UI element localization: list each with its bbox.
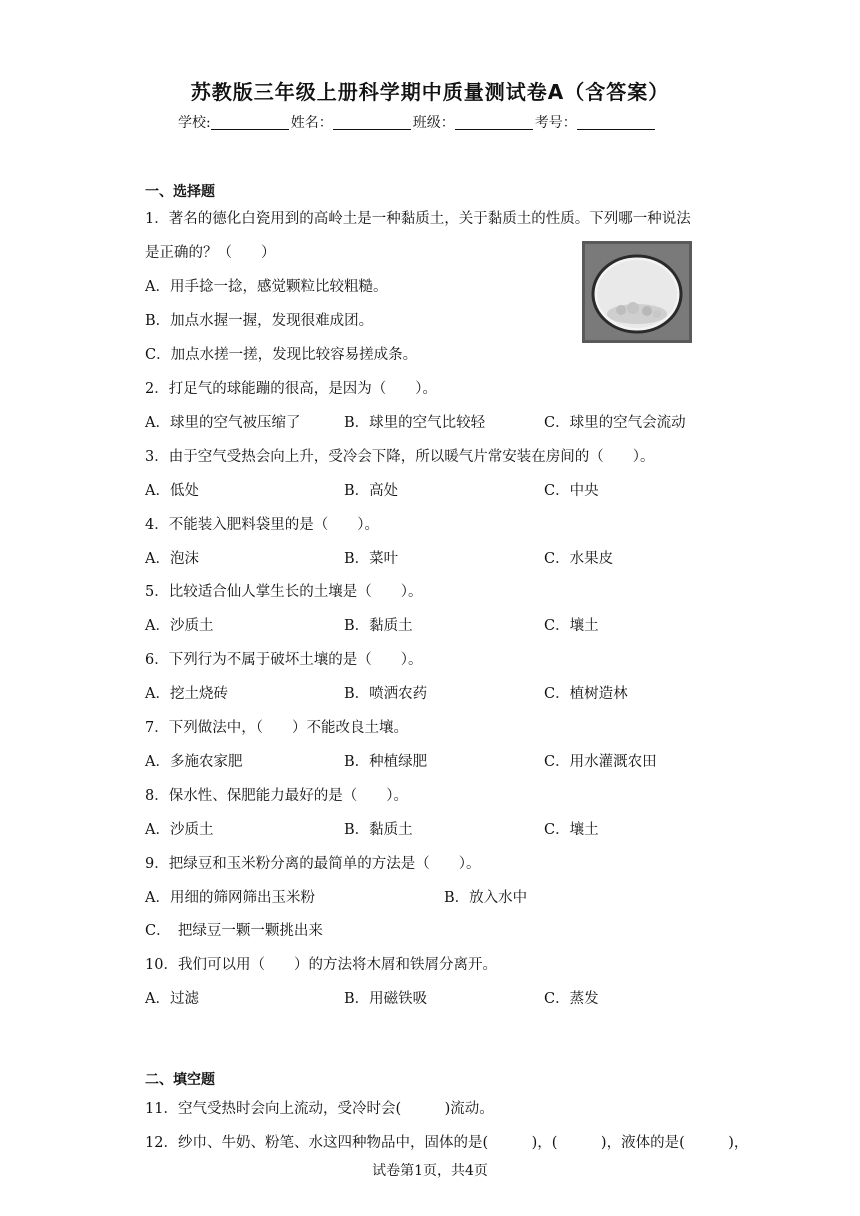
q2-stem: 2．打足气的球能蹦的很高，是因为（ ）。	[145, 381, 437, 397]
q9-option-c: C． 把绿豆一颗一颗挑出来	[145, 923, 323, 939]
q6-option-c: C．植树造林	[544, 686, 628, 702]
exam-number-label: 考号：	[534, 115, 577, 131]
q10-option-b: B．用磁铁吸	[344, 991, 428, 1007]
q1-option-c: C．加点水搓一搓，发现比较容易搓成条。	[145, 347, 418, 363]
q3-option-a: A．低处	[145, 483, 199, 499]
section-heading-choice: 一、选择题	[145, 184, 215, 200]
exam-number-blank	[577, 115, 655, 130]
q2-option-b: B．球里的空气比较轻	[344, 415, 486, 431]
q7-option-a: A．多施农家肥	[145, 754, 243, 770]
school-blank	[211, 115, 289, 130]
class-label: 班级：	[412, 115, 455, 131]
q10-stem: 10．我们可以用（ ）的方法将木屑和铁屑分离开。	[145, 957, 497, 973]
q9-option-b: B．放入水中	[444, 890, 528, 906]
name-label: 姓名：	[290, 115, 333, 131]
q8-option-a: A．沙质土	[145, 822, 214, 838]
q5-option-c: C．壤土	[544, 618, 599, 634]
class-blank	[455, 115, 533, 130]
q3-option-c: C．中央	[544, 483, 599, 499]
student-info-row	[178, 112, 657, 132]
q2-option-a: A．球里的空气被压缩了	[145, 415, 301, 431]
q11-stem: 11．空气受热时会向上流动，受冷时会( )流动。	[145, 1101, 494, 1117]
q7-stem: 7．下列做法中，（ ）不能改良土壤。	[145, 720, 408, 736]
q1-option-a: A．用手捻一捻，感觉颗粒比较粗糙。	[145, 279, 388, 295]
q5-option-a: A．沙质土	[145, 618, 214, 634]
q8-option-b: B．黏质土	[344, 822, 413, 838]
page-title: 苏教版三年级上册科学期中质量测试卷A（含答案）	[190, 80, 670, 104]
q5-stem: 5．比较适合仙人掌生长的土壤是（ ）。	[145, 584, 423, 600]
page-footer: 试卷第1页，共4页	[372, 1163, 488, 1179]
q10-option-c: C．蒸发	[544, 991, 599, 1007]
q7-option-c: C．用水灌溉农田	[544, 754, 657, 770]
q6-stem: 6．下列行为不属于破坏土壤的是（ ）。	[145, 652, 423, 668]
q8-stem: 8．保水性、保肥能力最好的是（ ）。	[145, 788, 408, 804]
q6-option-b: B．喷洒农药	[344, 686, 428, 702]
q8-option-c: C．壤土	[544, 822, 599, 838]
q6-option-a: A．挖土烧砖	[145, 686, 228, 702]
name-blank	[333, 115, 411, 130]
section-heading-fill: 二、填空题	[145, 1072, 215, 1088]
q1-option-b: B．加点水握一握，发现很难成团。	[145, 313, 374, 329]
clay-soil-photo	[581, 240, 693, 344]
q4-stem: 4．不能装入肥料袋里的是（ ）。	[145, 517, 379, 533]
q3-stem: 3．由于空气受热会向上升，受冷会下降，所以暖气片常安装在房间的（ ）。	[145, 449, 655, 465]
q12-stem: 12．纱巾、牛奶、粉笔、水这四种物品中，固体的是( )，( )，液体的是( )，	[145, 1135, 749, 1151]
q4-option-c: C．水果皮	[544, 551, 614, 567]
q1-stem-line1: 1．著名的德化白瓷用到的高岭土是一种黏质土，关于黏质土的性质。下列哪一种说法	[145, 211, 691, 227]
q3-option-b: B．高处	[344, 483, 399, 499]
q4-option-a: A．泡沫	[145, 551, 199, 567]
q4-option-b: B．菜叶	[344, 551, 399, 567]
q1-stem-line2: 是正确的？（ ）	[145, 245, 276, 261]
q10-option-a: A．过滤	[145, 991, 199, 1007]
q9-option-a: A．用细的筛网筛出玉米粉	[145, 890, 315, 906]
q5-option-b: B．黏质土	[344, 618, 413, 634]
q7-option-b: B．种植绿肥	[344, 754, 428, 770]
q9-stem: 9．把绿豆和玉米粉分离的最简单的方法是（ ）。	[145, 856, 481, 872]
q2-option-c: C．球里的空气会流动	[544, 415, 686, 431]
school-label: 学校:	[178, 115, 211, 131]
